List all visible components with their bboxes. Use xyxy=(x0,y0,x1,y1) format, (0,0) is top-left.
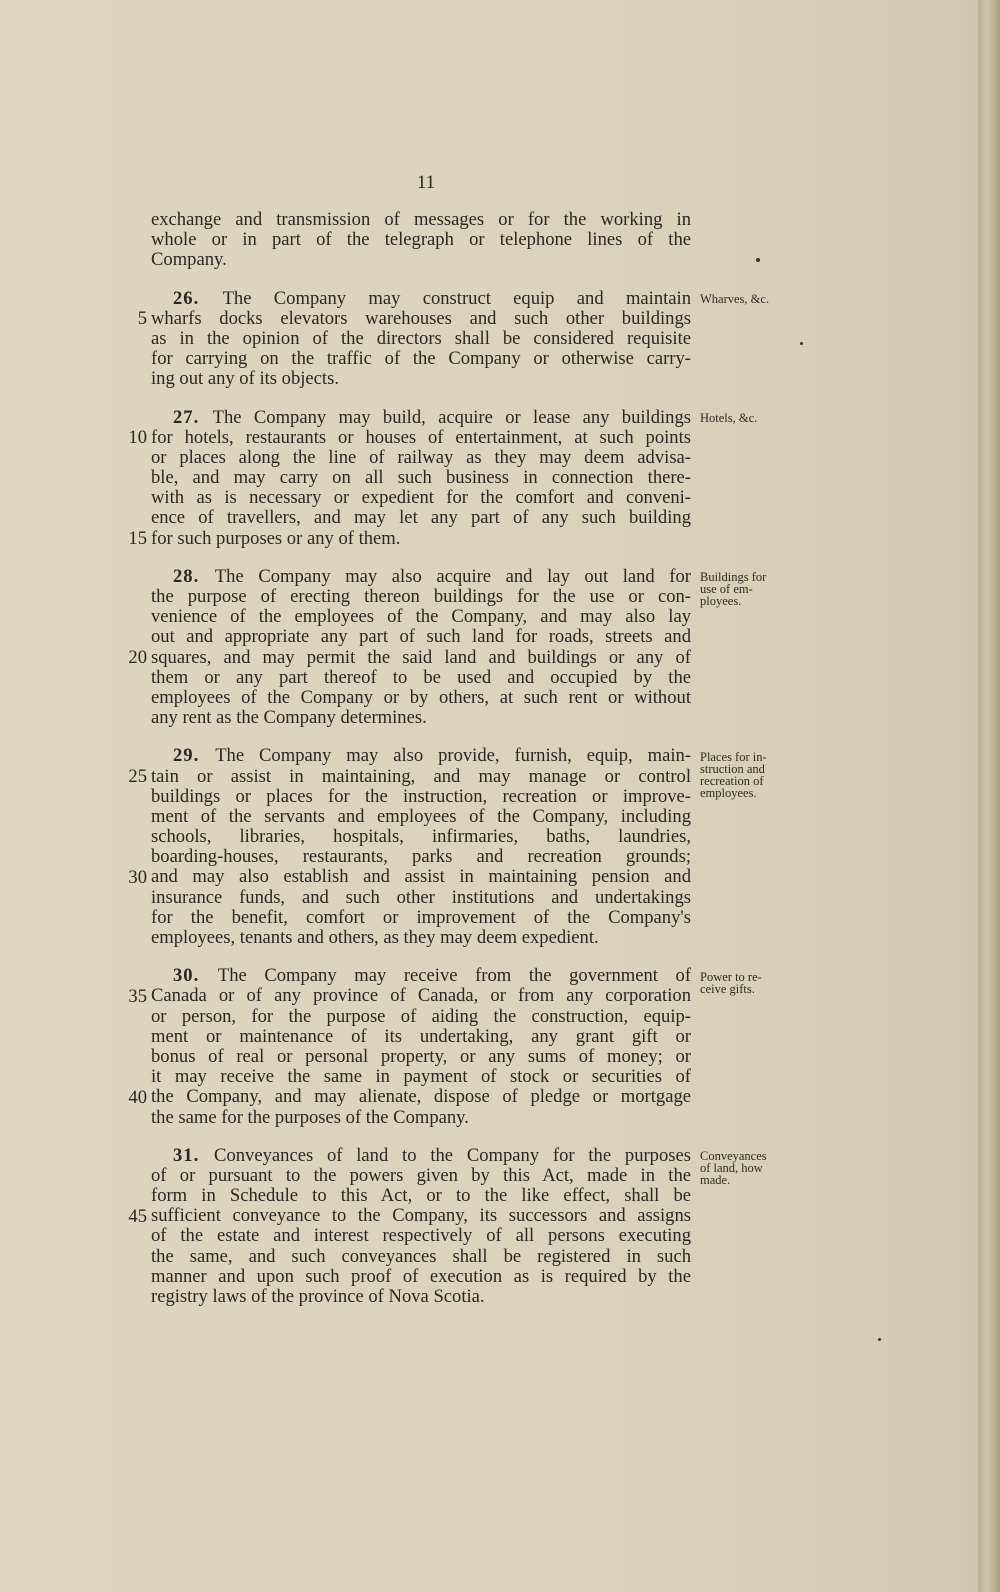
section-first-line-text: The Company may construct equip and maintain xyxy=(222,287,692,309)
ink-speck xyxy=(878,1338,881,1341)
text-line: of or pursuant to the powers given by this Act, made in the xyxy=(151,1164,691,1186)
text-line: ment or maintenance of its undertaking, any grant gift or xyxy=(151,1025,691,1047)
margin-note xyxy=(700,751,790,799)
section-first-line-text: The Company may also provide, furnish, equip, main- xyxy=(215,745,691,767)
text-line: Company. xyxy=(151,249,227,271)
page-number: 11 xyxy=(416,172,436,193)
margin-note xyxy=(700,1150,790,1186)
text-line: ment of the servants and employees of the Company, including xyxy=(151,805,691,827)
margin-note-line: Places for in- xyxy=(700,749,767,764)
section-first-line xyxy=(151,567,691,587)
margin-note xyxy=(700,293,790,305)
text-line: for the benefit, comfort or improvement of the Company's xyxy=(151,906,691,928)
section-first-line-text: Conveyances of land to the Company for the purposes xyxy=(214,1144,692,1166)
section-first-line-text: The Company may also acquire and lay out land for xyxy=(214,565,691,587)
text-line: or person, for the purpose of aiding the construction, equip- xyxy=(151,1005,691,1027)
text-line: ence of travellers, and may let any part of any such building xyxy=(151,507,691,529)
margin-note-line: Hotels, &c. xyxy=(700,410,758,425)
section-first-line xyxy=(151,408,691,428)
line-number: 35 xyxy=(128,985,147,1007)
book-spine-edge xyxy=(978,0,1000,1592)
section-first-line xyxy=(151,289,691,309)
margin-note xyxy=(700,971,790,995)
text-line: boarding-houses, restaurants, parks and recreation grounds; xyxy=(151,846,691,868)
margin-note-line: employees. xyxy=(700,785,757,800)
section-number: 27. xyxy=(173,406,213,428)
section-first-line-text: The Company may build, acquire or lease any buildings xyxy=(212,406,691,428)
line-number: 40 xyxy=(128,1086,147,1108)
section-number: 29. xyxy=(173,745,216,767)
line-number: 25 xyxy=(128,765,147,787)
section-first-line xyxy=(151,966,691,986)
margin-note-line: made. xyxy=(700,1173,731,1188)
text-line: whole or in part of the telegraph or telephone lines of the xyxy=(151,229,691,251)
margin-note-line: Buildings for xyxy=(700,570,767,584)
text-line: Canada or of any province of Canada, or from any corporation xyxy=(151,985,691,1007)
text-line: or places along the line of railway as they may deem advisa- xyxy=(151,446,691,468)
text-line: them or any part thereof to be used and occupied by the xyxy=(151,666,691,688)
margin-note-line: recreation of xyxy=(700,773,764,788)
margin-note-line: Power to re- xyxy=(700,969,762,984)
text-line: registry laws of the province of Nova Scotia. xyxy=(151,1286,485,1307)
text-line: the same for the purposes of the Company. xyxy=(151,1106,469,1128)
line-number: 20 xyxy=(128,646,147,668)
text-line: for such purposes or any of them. xyxy=(151,527,401,549)
text-line: tain or assist in maintaining, and may manage or control xyxy=(151,765,691,787)
margin-note-line: Wharves, &c. xyxy=(700,291,770,306)
section-26 xyxy=(151,289,691,390)
text-line: as in the opinion of the directors shall be considered requisite xyxy=(151,327,691,349)
line-number: 45 xyxy=(128,1205,147,1227)
ink-speck xyxy=(800,342,803,345)
line-number: 30 xyxy=(128,866,147,888)
text-line: form in Schedule to this Act, or to the like effect, shall be xyxy=(151,1185,691,1207)
text-line: squares, and may permit the said land and buildings or any of xyxy=(151,646,691,668)
text-line: employees, tenants and others, as they may deem expedient. xyxy=(151,927,599,948)
line-number: 5 xyxy=(137,307,147,329)
text-line: buildings or places for the instruction, recreation or improve- xyxy=(151,785,691,807)
text-line: it may receive the same in payment of stock or securities of xyxy=(151,1066,691,1088)
section-number: 28. xyxy=(173,565,215,587)
intro-paragraph xyxy=(151,210,691,271)
section-number: 26. xyxy=(173,287,223,309)
line-number: 15 xyxy=(128,527,147,549)
text-line: out and appropriate any part of such land for roads, streets and xyxy=(151,626,691,648)
text-line: bonus of real or personal property, or any sums of money; or xyxy=(151,1045,691,1067)
text-line: sufficient conveyance to the Company, its successors and assigns xyxy=(151,1205,691,1227)
text-line: the Company, and may alienate, dispose of pledge or mortgage xyxy=(151,1086,691,1108)
line-number: 10 xyxy=(128,426,147,448)
text-line: manner and upon such proof of execution as is required by the xyxy=(151,1265,691,1287)
text-line: the same, and such conveyances shall be registered in such xyxy=(151,1245,691,1267)
text-line: any rent as the Company determines. xyxy=(151,707,427,729)
text-line: the purpose of erecting thereon buildings for the use or con- xyxy=(151,586,691,607)
text-line: with as is necessary or expedient for the comfort and conveni- xyxy=(151,487,691,509)
text-line: employees of the Company or by others, at such rent or without xyxy=(151,686,691,708)
text-line: insurance funds, and such other institutions and undertakings xyxy=(151,886,691,908)
margin-note-line: ceive gifts. xyxy=(700,981,755,996)
section-first-line xyxy=(151,1146,691,1166)
section-28 xyxy=(151,567,691,729)
section-first-line-text: The Company may receive from the government of xyxy=(217,965,692,987)
section-29 xyxy=(151,746,691,948)
margin-note-line: ployees. xyxy=(700,594,742,608)
margin-note-line: Conveyances xyxy=(700,1149,767,1164)
section-30 xyxy=(151,966,691,1128)
text-line: for hotels, restaurants or houses of entertainment, at such points xyxy=(151,426,691,448)
section-31 xyxy=(151,1146,691,1308)
text-line: and may also establish and assist in maintaining pension and xyxy=(151,866,691,888)
text-line: wharfs docks elevators warehouses and such other buildings xyxy=(151,307,691,329)
section-number: 30. xyxy=(173,965,218,987)
text-line: of the estate and interest respectively of all persons executing xyxy=(151,1225,691,1247)
text-line: exchange and transmission of messages or for the working in xyxy=(151,209,691,230)
margin-note xyxy=(700,571,790,607)
section-number: 31. xyxy=(173,1144,215,1166)
text-line: ble, and may carry on all such business in connection there- xyxy=(151,467,691,489)
text-line: venience of the employees of the Company, and may also lay xyxy=(151,606,691,628)
section-first-line xyxy=(151,746,691,766)
margin-note-line: struction and xyxy=(700,761,765,776)
section-27 xyxy=(151,408,691,549)
margin-note-line: of land, how xyxy=(700,1161,763,1176)
statute-text xyxy=(151,210,691,1325)
text-line: ing out any of its objects. xyxy=(151,368,339,390)
margin-note xyxy=(700,412,790,424)
margin-note-line: use of em- xyxy=(700,582,753,596)
text-line: schools, libraries, hospitals, infirmaries, baths, laundries, xyxy=(151,826,691,848)
text-line: for carrying on the traffic of the Company or otherwise carry- xyxy=(151,348,691,370)
ink-speck xyxy=(756,258,760,262)
